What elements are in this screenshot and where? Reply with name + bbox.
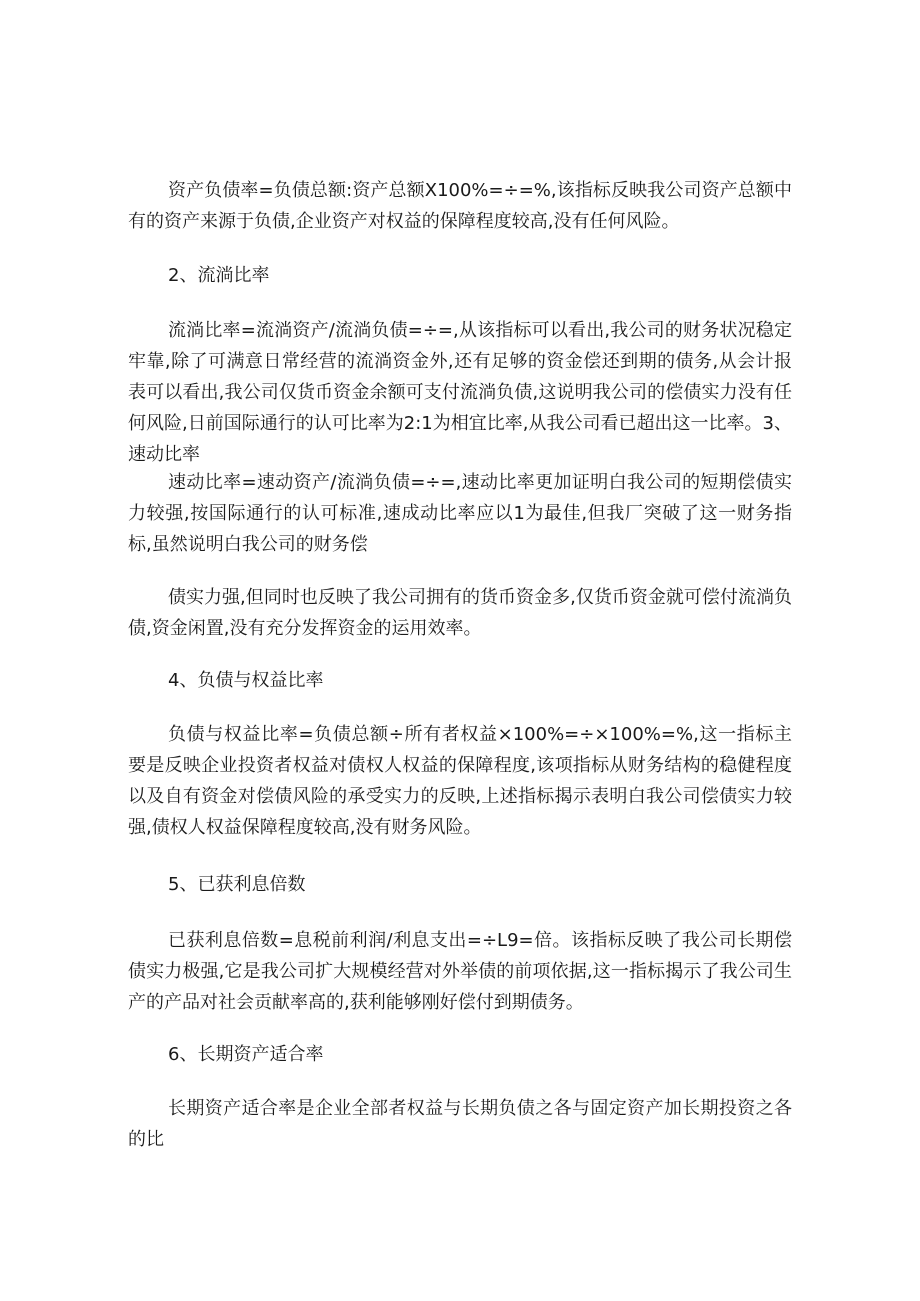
paragraph-long-term-asset-ratio: 长期资产适合率是企业全部者权益与长期负债之各与固定资产加长期投资之各的比 [128, 1098, 792, 1150]
paragraph-quick-ratio: 速动比率=速动资产/流淌负债=÷=,速动比率更加证明白我公司的短期偿债实力较强,按国际通行的认可标准,速成动比率应以1为最佳,但我厂突破了这一财务指标,虽然说明白我公司的财务偿 [128, 472, 792, 555]
paragraph-current-ratio: 流淌比率=流淌资产/流淌负债=÷=,从该指标可以看出,我公司的财务状况稳定牢靠,除了可满意日常经营的流淌资金外,还有足够的资金偿还到期的债务,从会计报表可以看出,我公司仅货币资金余额可支付流淌负债,这说明我公司的偿债实力没有任何风险,日前国际通行的认可比率为2:1为相宜比率,从我公司看已超出这一比率。3、速动比率 [128, 320, 792, 465]
paragraph-quick-ratio-continued: 债实力强,但同时也反映了我公司拥有的货币资金多,仅货币资金就可偿付流淌负债,资金闲置,没有充分发挥资金的运用效率。 [128, 587, 792, 639]
heading-current-ratio: 2、流淌比率 [168, 265, 270, 286]
heading-debt-equity-ratio: 4、负债与权益比率 [168, 670, 324, 691]
paragraph-debt-equity-ratio: 负债与权益比率=负债总额÷所有者权益×100%=÷×100%=%,这一指标主要是反映企业投资者权益对债权人权益的保障程度,该项指标从财务结构的稳健程度以及自有资金对偿债风险的承受实力的反映,上述指标揭示表明白我公司偿债实力较强,债权人权益保障程度较高,没有财务风险。 [128, 724, 792, 838]
heading-interest-coverage: 5、已获利息倍数 [168, 874, 306, 895]
heading-long-term-asset-ratio: 6、长期资产适合率 [168, 1044, 324, 1065]
paragraph-debt-ratio: 资产负债率=负债总额:资产总额X100%=÷=%,该指标反映我公司资产总额中有的资产来源于负债,企业资产对权益的保障程度较高,没有任何风险。 [128, 180, 792, 232]
paragraph-interest-coverage: 已获利息倍数=息税前利润/利息支出=÷L9=倍。该指标反映了我公司长期偿债实力极强,它是我公司扩大规模经营对外举债的前项依据,这一指标揭示了我公司生产的产品对社会贡献率高的,获利能够刚好偿付到期债务。 [128, 930, 792, 1013]
